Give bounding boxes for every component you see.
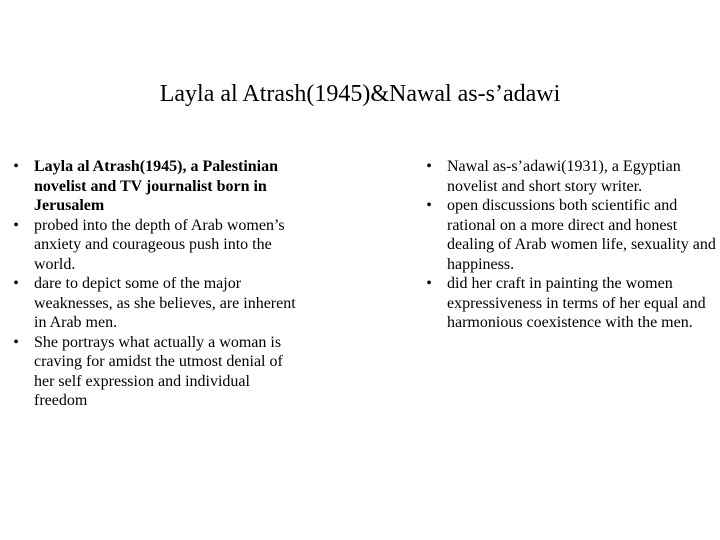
bullet-icon: • [13, 216, 19, 234]
bullet-text: did her craft in painting the women expressiveness in terms of her equal and harmonious coexistence with the men. [447, 275, 706, 331]
bullet-text: dare to depict some of the major weaknesses, as she believes, are inherent in Arab men. [34, 275, 296, 331]
right-bullet-item-3 [419, 274, 716, 333]
slide-title: Layla al Atrash(1945)&Nawal as-s’adawi [159, 81, 561, 107]
bullet-icon: • [426, 158, 432, 175]
right-bullet-item-1 [419, 157, 716, 196]
bullet-text: open discussions both scientific and rational on a more direct and honest dealing of Arab women life, sexuality and happiness. [447, 197, 716, 273]
bullet-icon: • [13, 333, 19, 351]
bullet-text: probed into the depth of Arab women’s anxiety and courageous push into the world. [34, 216, 285, 273]
bullet-icon: • [426, 197, 432, 214]
bullet-text: She portrays what actually a woman is craving for amidst the utmost denial of her self expression and individual freedom [34, 333, 283, 409]
right-bullet-list [419, 157, 716, 333]
bullet-icon: • [426, 275, 432, 292]
left-bullet-item-4 [6, 333, 306, 411]
left-bullet-item-3 [6, 274, 306, 333]
left-bullet-item-2 [6, 216, 306, 275]
bullet-icon: • [13, 158, 19, 175]
bullet-text: Nawal as-s’adawi(1931), a Egyptian novelist and short story writer. [447, 158, 681, 195]
bullet-icon: • [13, 275, 19, 292]
left-bullet-list [6, 157, 306, 411]
bullet-text: Layla al Atrash(1945), a Palestinian novelist and TV journalist born in Jerusalem [34, 158, 279, 214]
right-bullet-item-2 [419, 196, 716, 274]
left-bullet-item-1 [6, 157, 306, 216]
